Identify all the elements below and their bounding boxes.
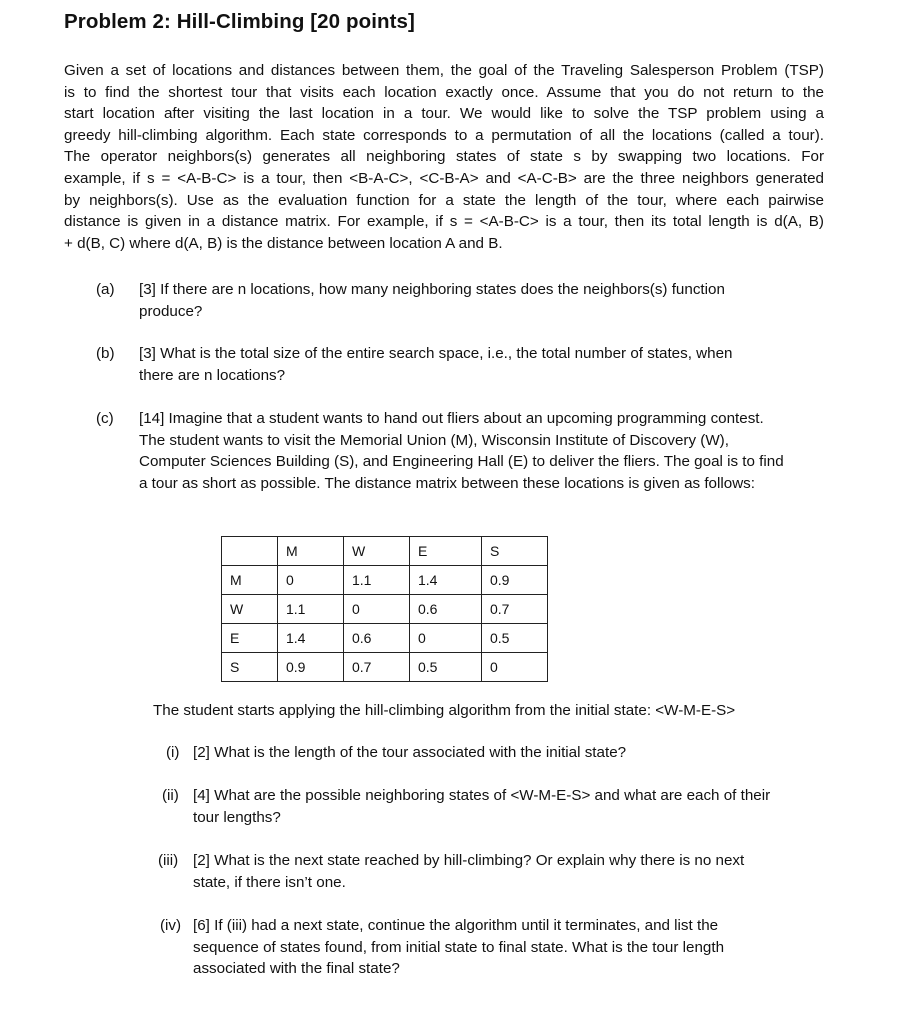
problem-title: Problem 2: Hill-Climbing [20 points]	[64, 10, 415, 33]
subquestion-ii	[164, 785, 844, 829]
table-cell: M	[222, 566, 278, 595]
table-row	[222, 653, 548, 682]
table-cell: 0.9	[482, 566, 548, 595]
subquestion-i-label: (i)	[166, 744, 180, 761]
table-cell: 1.4	[410, 566, 482, 595]
question-a-label: (a)	[96, 281, 115, 298]
question-b-line: [3] What is the total size of the entire search space, i.e., the total number of states, when	[139, 345, 733, 362]
table-cell	[222, 537, 278, 566]
question-b-line: there are n locations?	[139, 366, 286, 384]
table-cell: 1.4	[278, 624, 344, 653]
table-header-row	[222, 537, 548, 566]
table-cell: 1.1	[344, 566, 410, 595]
table-row	[222, 624, 548, 653]
table-cell: 0	[278, 566, 344, 595]
table-cell: 0.5	[410, 653, 482, 682]
initial-state-text: The student starts applying the hill-climbing algorithm from the initial state: <W-M-E-S>	[153, 702, 736, 719]
intro-line: The operator neighbors(s) generates all neighboring states of state s by swapping two locations. For	[64, 148, 824, 166]
table-cell: 0.6	[410, 595, 482, 624]
table-cell: 1.1	[278, 595, 344, 624]
subquestion-iv	[160, 915, 844, 981]
question-a-line: produce?	[139, 302, 203, 320]
subquestion-iv-label: (iv)	[160, 917, 182, 934]
subquestion-i-line: [2] What is the length of the tour associated with the initial state?	[193, 744, 627, 761]
question-c-line: a tour as short as possible. The distance matrix between these locations is given as follows:	[139, 474, 755, 492]
table-cell: 0	[482, 653, 548, 682]
table-cell: E	[222, 624, 278, 653]
table-row	[222, 566, 548, 595]
table-cell: S	[222, 653, 278, 682]
subquestion-iii-label: (iii)	[158, 852, 179, 869]
table-cell: 0.7	[344, 653, 410, 682]
table-cell: S	[482, 537, 548, 566]
intro-line: by neighbors(s). Use as the evaluation function for a state the length of the tour, where each pairwise	[64, 191, 824, 209]
table-cell: W	[222, 595, 278, 624]
table-cell: 0.9	[278, 653, 344, 682]
intro-line: example, if s = <A-B-C> is a tour, then <B-A-C>, <C-B-A> and <A-C-B> are the three neighbors generated	[64, 169, 824, 187]
subquestion-iii	[158, 850, 844, 894]
subquestion-ii-label: (ii)	[162, 787, 179, 804]
question-c-label: (c)	[96, 410, 114, 427]
subquestion-ii-line: tour lengths?	[193, 808, 281, 826]
question-c-line: Computer Sciences Building (S), and Engineering Hall (E) to deliver the fliers. The goal is to find	[139, 453, 784, 470]
question-b-label: (b)	[96, 345, 115, 362]
question-b	[96, 343, 816, 387]
subquestion-ii-line: [4] What are the possible neighboring states of <W-M-E-S> and what are each of their	[193, 787, 771, 804]
question-c-line: The student wants to visit the Memorial Union (M), Wisconsin Institute of Discovery (W),	[139, 431, 729, 449]
table-row	[222, 595, 548, 624]
subquestion-iv-line: sequence of states found, from initial state to final state. What is the tour length	[193, 938, 725, 956]
intro-line: Given a set of locations and distances between them, the goal of the Traveling Salesperson Problem (TSP)	[64, 62, 824, 79]
intro-line: + d(B, C) where d(A, B) is the distance between location A and B.	[64, 234, 503, 252]
question-c-line: [14] Imagine that a student wants to hand out fliers about an upcoming programming contest.	[139, 410, 764, 427]
table-cell: M	[278, 537, 344, 566]
intro-line: distance is given in a distance matrix. For example, if s = <A-B-C> is a tour, then its total length is d(A, B)	[64, 213, 824, 231]
question-c	[96, 408, 836, 496]
table-cell: 0.5	[482, 624, 548, 653]
subquestion-iv-line: [6] If (iii) had a next state, continue the algorithm until it terminates, and list the	[193, 917, 719, 934]
intro-line: greedy hill-climbing algorithm. Each state corresponds to a permutation of all the locations (called a tour).	[64, 126, 824, 144]
intro-line: start location after visiting the last location in a tour. We would like to solve the TSP problem using a	[64, 105, 824, 123]
subquestion-iii-line: state, if there isn’t one.	[193, 873, 346, 891]
intro-paragraph	[64, 60, 824, 254]
table-cell: W	[344, 537, 410, 566]
intro-line: is to find the shortest tour that visits each location exactly once. Assume that you do not return to the	[64, 83, 824, 101]
subquestion-i	[164, 742, 844, 764]
table-cell: 0.7	[482, 595, 548, 624]
table-cell: 0	[410, 624, 482, 653]
question-a-line: [3] If there are n locations, how many neighboring states does the neighbors(s) function	[139, 281, 725, 298]
question-a	[96, 279, 816, 323]
distance-matrix-table	[221, 536, 548, 682]
table-cell: E	[410, 537, 482, 566]
subquestion-iii-line: [2] What is the next state reached by hill-climbing? Or explain why there is no next	[193, 852, 745, 869]
table-cell: 0.6	[344, 624, 410, 653]
table-cell: 0	[344, 595, 410, 624]
subquestion-iv-line: associated with the final state?	[193, 960, 400, 977]
